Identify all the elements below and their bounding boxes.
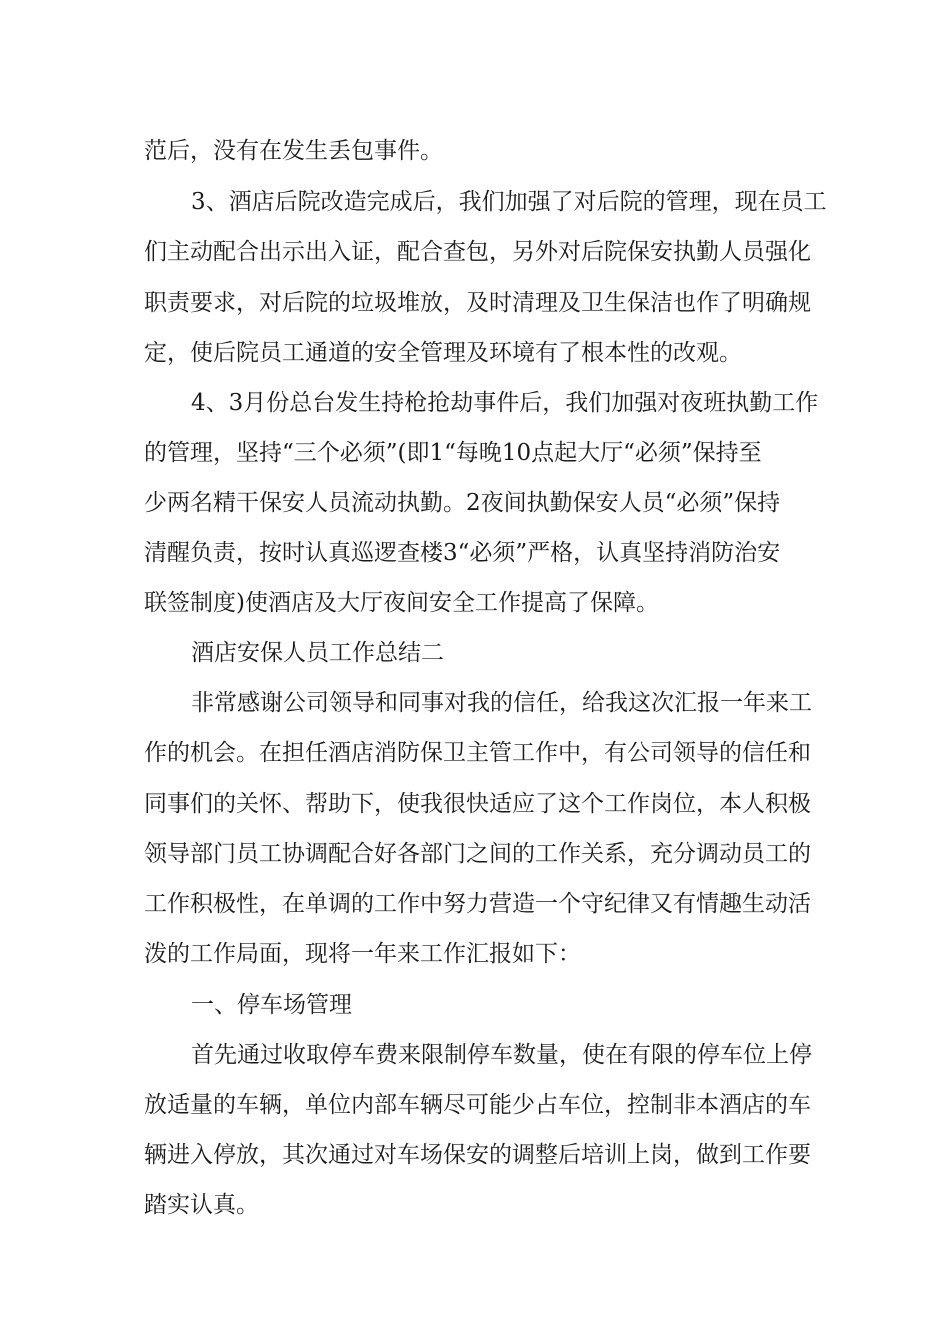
intro-paragraph-line: 非常感谢公司领导和同事对我的信任，给我这次汇报一年来工: [191, 690, 812, 716]
text-line: 领导部门员工协调配合好各部门之间的工作关系，充分调动员工的: [144, 841, 811, 867]
text-line: 踏实认真。: [144, 1192, 259, 1218]
text-line: 泼的工作局面，现将一年来工作汇报如下：: [144, 941, 581, 967]
paragraph-3-line: 3、酒店后院改造完成后，我们加强了对后院的管理，现在员工: [191, 189, 827, 215]
text-line: 职责要求，对后院的垃圾堆放，及时清理及卫生保洁也作了明确规: [144, 290, 811, 316]
text-line: 定，使后院员工通道的安全管理及环境有了根本性的改观。: [144, 340, 742, 366]
text-line: 范后，没有在发生丢包事件。: [144, 138, 443, 164]
section-heading: 酒店安保人员工作总结二: [191, 640, 444, 666]
text-line: 的管理，坚持“三个必须”(即1“每晚10点起大厅“必须”保持至: [144, 440, 762, 466]
text-line: 作的机会。在担任酒店消防保卫主管工作中，有公司领导的信任和: [144, 740, 811, 766]
subsection-heading: 一、停车场管理: [191, 992, 352, 1018]
text-line: 同事们的关怀、帮助下，使我很快适应了这个工作岗位，本人积极: [144, 791, 811, 817]
paragraph-4-line: 4、3月份总台发生持枪抢劫事件后，我们加强对夜班执勤工作: [191, 390, 819, 416]
text-line: 放适量的车辆，单位内部车辆尽可能少占车位，控制非本酒店的车: [144, 1092, 811, 1118]
text-line: 辆进入停放，其次通过对车场保安的调整后培训上岗，做到工作要: [144, 1142, 811, 1168]
text-line: 工作积极性，在单调的工作中努力营造一个守纪律又有情趣生动活: [144, 891, 811, 917]
text-line: 少两名精干保安人员流动执勤。2夜间执勤保安人员“必须”保持: [144, 490, 781, 516]
parking-paragraph-line: 首先通过收取停车费来限制停车数量，使在有限的停车位上停: [191, 1042, 812, 1068]
text-line: 联签制度)使酒店及大厅夜间安全工作提高了保障。: [144, 590, 659, 616]
text-line: 清醒负责，按时认真巡逻查楼3“必须”严格，认真坚持消防治安: [144, 540, 781, 566]
text-line: 们主动配合出示出入证，配合查包，另外对后院保安执勤人员强化: [144, 239, 811, 265]
